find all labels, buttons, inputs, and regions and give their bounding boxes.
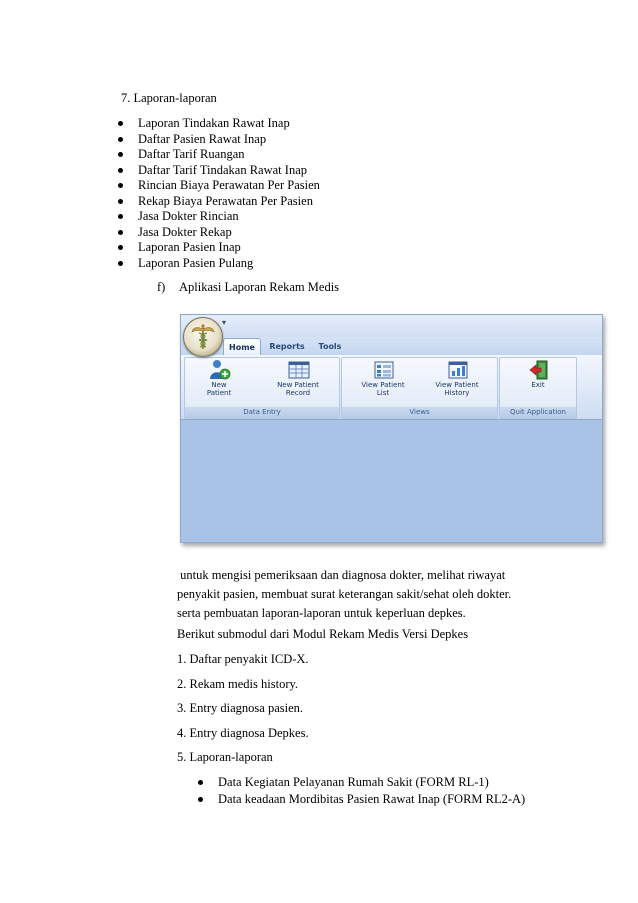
- bullet-icon: [118, 183, 123, 188]
- exit-button[interactable]: [510, 359, 566, 389]
- description-paragraph: untuk mengisi pemeriksaan dan diagnosa dokter, melihat riwayat penyakit pasien, membuat surat keterangan sakit/sehat oleh dokter. serta pembuatan laporan-laporan untuk keperluan depkes.: [177, 568, 512, 620]
- bullet-icon: [118, 230, 123, 235]
- view-patient-history-label: View Patient History: [435, 381, 479, 397]
- ribbon-tabs: [181, 337, 602, 356]
- tab-tools[interactable]: Tools: [318, 342, 342, 351]
- quick-access-dropdown-icon[interactable]: ▾: [222, 318, 227, 327]
- numbered-item: 3. Entry diagnosa pasien.: [177, 701, 304, 715]
- tab-home[interactable]: Home: [223, 338, 261, 356]
- group-label-views: Views: [342, 407, 497, 418]
- new-patient-icon: [209, 359, 229, 379]
- workspace-area: [181, 420, 602, 542]
- ribbon: [181, 355, 602, 420]
- numbered-item: 2. Rekam medis history.: [177, 677, 299, 691]
- app-screenshot: [180, 314, 603, 543]
- subsection-title: Aplikasi Laporan Rekam Medis: [179, 280, 340, 294]
- group-quit-application: [499, 357, 577, 419]
- bullet-icon: [118, 214, 123, 219]
- title-bar: [181, 315, 602, 337]
- bullet-icon: [118, 245, 123, 250]
- exit-label: Exit: [531, 381, 545, 389]
- new-patient-record-button[interactable]: [265, 359, 331, 397]
- bullet-icon: [118, 152, 123, 157]
- patient-history-icon: [447, 359, 467, 379]
- view-patient-list-button[interactable]: [350, 359, 416, 397]
- view-patient-history-button[interactable]: [424, 359, 490, 397]
- new-patient-record-label: New Patient Record: [277, 381, 319, 397]
- bullet-icon: [118, 261, 123, 266]
- section-heading: 7. Laporan-laporan: [121, 91, 217, 105]
- numbered-item: 4. Entry diagnosa Depkes.: [177, 726, 309, 740]
- subsection-marker: f): [157, 280, 166, 294]
- view-patient-list-label: View Patient List: [361, 381, 405, 397]
- bullet-icon: [118, 199, 123, 204]
- bullet-icon: [118, 168, 123, 173]
- new-patient-label: New Patient: [206, 381, 232, 397]
- group-label-quit: Quit Application: [500, 407, 576, 418]
- record-grid-icon: [288, 359, 308, 379]
- app-orb-button[interactable]: [183, 317, 223, 357]
- group-views: [341, 357, 498, 419]
- patient-list-icon: [373, 359, 393, 379]
- numbered-item: 1. Daftar penyakit ICD-X.: [177, 652, 309, 666]
- bullet-icon: [118, 121, 123, 126]
- tab-reports[interactable]: Reports: [269, 342, 305, 351]
- caduceus-icon: [184, 318, 222, 356]
- new-patient-button[interactable]: [193, 359, 245, 397]
- exit-door-icon: [528, 359, 548, 379]
- bullet-icon: [118, 137, 123, 142]
- numbered-item: 5. Laporan-laporan: [177, 750, 273, 764]
- bullet-icon: [198, 780, 203, 785]
- submodule-intro: Berikut submodul dari Modul Rekam Medis Versi Depkes: [177, 627, 469, 641]
- bullet-icon: [198, 797, 203, 802]
- group-data-entry: [184, 357, 340, 419]
- group-label-data-entry: Data Entry: [185, 407, 339, 418]
